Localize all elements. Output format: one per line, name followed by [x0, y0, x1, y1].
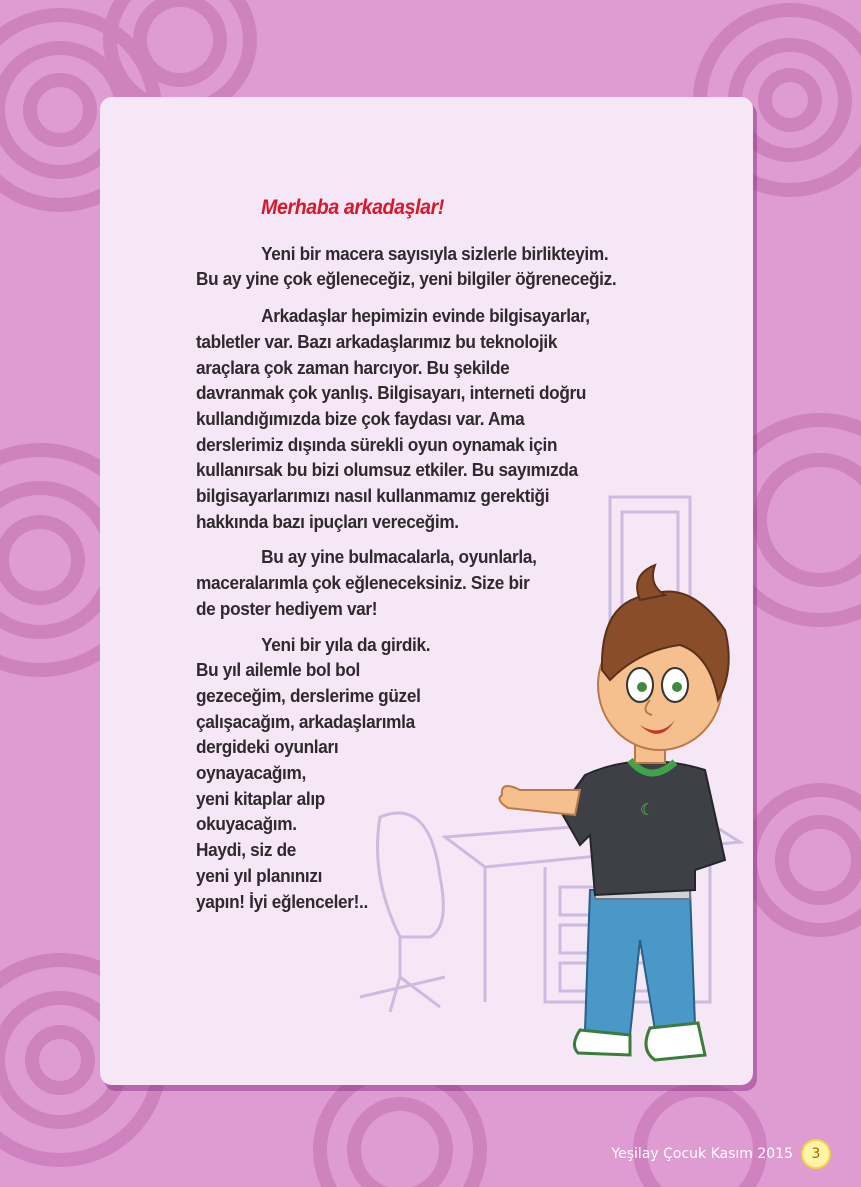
svg-text:☾: ☾	[640, 800, 655, 819]
paragraph-body: Bu yıl ailemle bol bol gezeceğim, derslerime güzel çalışacağım, arkadaşlarımla dergideki oyunları oynayacağım, yeni kitaplar alıp okuyacağım. Haydi, siz de yeni yıl planınızı yapın! İyi eğlenceler!..	[196, 659, 421, 912]
magazine-issue-label: Yeşilay Çocuk Kasım 2015	[611, 1146, 793, 1162]
cartoon-boy-mascot	[490, 560, 760, 1090]
page-number-badge: 3	[801, 1139, 831, 1169]
paragraph-first-line: Yeni bir macera sayısıyla sizlerle birlikteyim.	[261, 242, 609, 264]
paragraph-body: maceralarımla çok eğleneceksiniz. Size bir de poster hediyem var!	[196, 572, 530, 619]
page-footer	[611, 1138, 831, 1170]
letter-paragraph	[196, 303, 633, 534]
paragraph-first-line: Yeni bir yıla da girdik.	[261, 633, 431, 655]
letter-paragraph	[196, 241, 633, 292]
paragraph-first-line: Arkadaşlar hepimizin evinde bilgisayarlar,	[261, 305, 590, 327]
paragraph-body: Bu ay yine çok eğleneceğiz, yeni bilgiler öğreneceğiz.	[196, 268, 617, 290]
paragraph-first-line: Bu ay yine bulmacalarla, oyunlarla,	[261, 546, 537, 568]
paragraph-body: tabletler var. Bazı arkadaşlarımız bu teknolojik araçlara çok zaman harcıyor. Bu şekilde davranmak çok yanlış. Bilgisayarı, interneti doğru kullandığımızda bize çok faydası var. Ama derslerimiz dışında sürekli oyun oynamak için kullanırsak bu bizi olumsuz etkiler. Bu sayımızda bilgisayarlarımızı nasıl kullanmamız gerektiği hakkında bazı ipuçları vereceğim.	[196, 330, 587, 532]
greeting-heading: Merhaba arkadaşlar!	[261, 196, 445, 219]
